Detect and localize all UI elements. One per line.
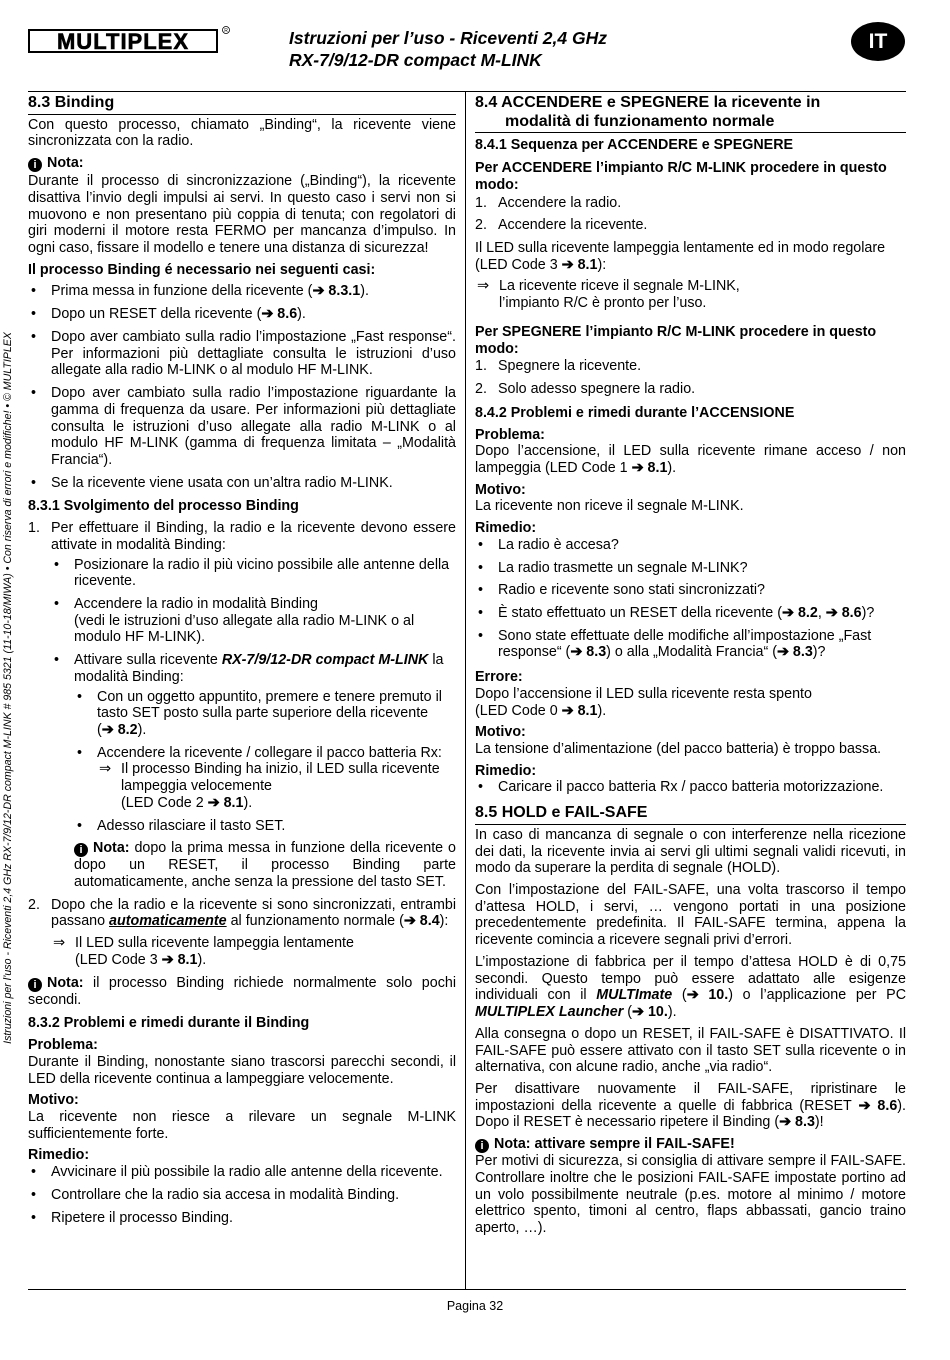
list-item: • Posizionare la radio il più vicino possibile alle antenne della ricevente. [51, 557, 456, 590]
info-icon: i [475, 1139, 489, 1153]
paragraph: Alla consegna o dopo un RESET, il FAIL-SAFE è DISATTIVATO. Il FAIL-SAFE può essere attivato con il tasto SET sulla ricevente o in alternativa, con alcune radio, anche „via radio“. [475, 1025, 906, 1076]
list-item: • Controllare che la radio sia accesa in modalità Binding. [28, 1187, 456, 1204]
note-failsafe-text: Per motivi di sicurezza, si consiglia di attivare sempre il FAIL-SAFE. Controllare inoltre che le posizioni FAIL-SAFE impostate portino ad un volo possibilmente neutrale (p.es. motore al minimo / motore elettrico spento, timoni al centro, flaps abbassati, gancio traino aperto, …). [475, 1153, 906, 1236]
svg-text:R: R [224, 28, 228, 34]
binding-steps [28, 520, 456, 969]
section-8-4-1-title: 8.4.1 Sequenza per ACCENDERE e SPEGNERE [475, 137, 794, 154]
paragraph: Per disattivare nuovamente il FAIL-SAFE, ripristinare le impostazioni della ricevente a quelle di fabbrica (RESET ➔ 8.6). Dopo il RESET è necessario ripetere il Binding (➔ 8.3)! [475, 1080, 906, 1131]
section-8-3-title: 8.3 Binding [28, 94, 456, 115]
section-8-3-1-title: 8.3.1 Svolgimento del processo Binding [28, 498, 299, 515]
list-item: • Dopo un RESET della ricevente (➔ 8.6). [28, 306, 456, 323]
errore-label: Errore: [475, 669, 523, 686]
sidebar-imprint: Istruzioni per l’uso - Riceventi 2,4 GHz RX-7/9/12-DR compact M-LINK # 985 5321 (11-10-18/MIWA) • Con riserva di errori e modifiche! • © MULTIPLEX [2, 332, 14, 1044]
arrow-right-icon: ➔ [403, 913, 420, 930]
problem-label: Problema: [475, 426, 545, 443]
list-item: • Dopo aver cambiato sulla radio l’impostazione „Fast response“. Per informazioni più dettagliate consulta le istruzioni d’uso allegate alla radio M-LINK o al modulo HF M-LINK. [28, 329, 456, 379]
arrow-right-icon: ➔ [779, 1114, 796, 1131]
arrow-right-icon: ➔ [686, 987, 709, 1004]
title-line-2: RX-7/9/12-DR compact M-LINK [289, 50, 542, 71]
paragraph: Con l’impostazione del FAIL-SAFE, una volta trascorso il tempo d’attesa HOLD, i servi, … vengono portati in una posizione precedentemente predefinita. Il FAIL-SAFE termina, appena la ricevente comincia a ricevere segnali privi d’errori. [475, 882, 906, 949]
rimedio-label: Rimedio: [475, 520, 537, 537]
multiplex-logo [28, 25, 233, 57]
motivo-label: Motivo: [28, 1092, 79, 1109]
paragraph: In caso di mancanza di segnale o con interferenze nella ricezione dei dati, la ricevente invia ai servi gli ultimi segnali validi ricevuti, in modo da superare la perdita di segnale (HOLD). [475, 826, 906, 877]
implies-icon: ⇒ [53, 935, 65, 952]
off-title: Per SPEGNERE l’impianto R/C M-LINK procedere in questo modo: [475, 323, 877, 357]
list-item: • La radio trasmette un segnale M-LINK? [475, 560, 906, 577]
problem-text: Dopo l’accensione, il LED sulla ricevente rimane acceso / non lampeggia (LED Code 1 ➔ 8.1). [475, 443, 906, 476]
arrow-right-icon: ➔ [261, 306, 278, 323]
left-column [28, 94, 456, 1232]
section-8-5-title: 8.5 HOLD e FAIL-SAFE [475, 804, 906, 825]
motivo-text: La tensione d’alimentazione (del pacco batteria) è troppo bassa. [475, 741, 882, 757]
rimedio-label: Rimedio: [28, 1147, 90, 1164]
list-item: • Adesso rilasciare il tasto SET. [74, 818, 456, 835]
note-heading: i Nota: [28, 155, 456, 172]
arrow-right-icon: ➔ [161, 951, 178, 968]
list-item: 1. Spegnere la ricevente. [475, 358, 642, 375]
paragraph: L’impostazione di fabbrica per il tempo d’attesa HOLD è di 0,75 secondi. Questo tempo può essere adattato alle esigenze individuali con il MULTImate (➔ 10.) o l’applicazione per PC MULTIPLEX Launcher (➔ 10.). [475, 953, 907, 1021]
problem-text: Durante il Binding, nonostante siano trascorsi parecchi secondi, il LED della ricevente continua a lampeggiare velocemente. [28, 1053, 456, 1087]
list-item: • È stato effettuato un RESET della ricevente (➔ 8.2, ➔ 8.6)? [475, 605, 906, 622]
implication: ⇒ Il LED sulla ricevente lampeggia lentamente (LED Code 3 ➔ 8.1). [53, 935, 354, 968]
rimedio-list [475, 537, 906, 661]
cases-title: Il processo Binding é necessario nei seguenti casi: [28, 261, 376, 278]
list-item: • Attivare sulla ricevente RX-7/9/12-DR compact M-LINK la modalità Binding: • Con un oggetto appuntito, premere e tenere premuto il tasto SET posto sulla parte superiore della ricevente (➔ 8.2). • Accendere la ricevente / collegare il pacco batteria Rx: ⇒ Il processo Binding ha inizio, il LED sulla ricevente lampeggia velocemente (LED Code 2 ➔ 8.1). • Adesso rilasciare il tasto SET. i Nota: dopo la prima messa in funzione della ricevente o dopo un RESET, il processo Binding parte automaticamente, anche senza la pressione del tasto SET. [51, 652, 456, 891]
header-rule [28, 91, 906, 92]
motivo-text: La ricevente non riesce a rilevare un segnale M-LINK sufficientemente forte. [28, 1108, 456, 1142]
section-8-4-title: 8.4 ACCENDERE e SPEGNERE la ricevente in modalità di funzionamento normale [475, 94, 906, 133]
list-item: • La radio è accesa? [475, 537, 906, 554]
problem-label: Problema: [28, 1037, 98, 1054]
svg-text:MULTIPLEX: MULTIPLEX [56, 29, 190, 54]
implies-icon: ⇒ [99, 761, 111, 778]
list-item: 1. Accendere la radio. [475, 194, 622, 211]
document-title [289, 27, 809, 71]
step-2: 2. Dopo che la radio e la ricevente si sono sincronizzati, entrambi passano automaticamente al funzionamento normale (➔ 8.4): ⇒ Il LED sulla ricevente lampeggia lentamente (LED Code 3 ➔ 8.1). [28, 896, 456, 968]
motivo-label: Motivo: [475, 481, 526, 498]
list-item: 2. Solo adesso spegnere la radio. [475, 381, 696, 398]
list-item: • Dopo aver cambiato sulla radio l’impostazione riguardante la gamma di frequenza da usare. Per informazioni più dettagliate consulta le istruzioni d’uso allegate alla radio M-LINK o al modulo HF M-LINK (gamma di frequenza limitata – „Modalità Francia“). [28, 385, 456, 469]
list-item: 2. Accendere la ricevente. [475, 217, 648, 234]
arrow-right-icon: ➔ [101, 722, 118, 738]
list-item: • Con un oggetto appuntito, premere e tenere premuto il tasto SET posto sulla parte superiore della ricevente (➔ 8.2). [74, 689, 456, 739]
implication: ⇒ La ricevente riceve il segnale M-LINK, l’impianto R/C è pronto per l’uso. [477, 278, 740, 312]
motivo-label: Motivo: [475, 724, 526, 741]
arrow-right-icon: ➔ [561, 702, 578, 719]
section-8-3-intro: Con questo processo, chiamato „Binding“, la ricevente viene sincronizzata con la radio. [28, 116, 456, 150]
arrow-right-icon: ➔ [570, 644, 587, 661]
arrow-right-icon: ➔ [207, 794, 224, 811]
errore-text: Dopo l’accensione il LED sulla ricevente resta spento (LED Code 0 ➔ 8.1). [475, 685, 812, 719]
note-3: i Nota: il processo Binding richiede normalmente solo pochi secondi. [28, 974, 456, 1008]
arrow-right-icon: ➔ [776, 644, 793, 661]
list-item: • Se la ricevente viene usata con un’altra radio M-LINK. [28, 475, 456, 492]
activate-sublist [74, 689, 456, 835]
column-divider [465, 91, 466, 1289]
step-1: 1. Per effettuare il Binding, la radio e la ricevente devono essere attivate in modalità Binding: • Posizionare la radio il più vicino possibile alle antenne della ricevente. • Accendere la radio in modalità Binding (vedi le istruzioni d’uso allegate alla radio M-LINK o al modulo HF M-LINK). • Attivare sulla ricevente RX-7/9/12-DR compact M-LINK la modalità Binding: • Con un oggetto appuntito, premere e tenere premuto il tasto SET posto sulla parte superiore della ricevente (➔ 8.2). • Accendere la ricevente / collegare il pacco batteria Rx: ⇒ Il processo Binding ha inizio, il LED sulla ricevente lampeggia velocemente (LED Code 2 ➔ 8.1). • Adesso rilasciare il tasto SET. i Nota: dopo la prima messa in funzione della ricevente o dopo un RESET, il processo Binding parte automaticamente, anche senza la pressione del tasto SET. [28, 520, 456, 891]
arrow-right-icon: ➔ [858, 1097, 878, 1114]
arrow-right-icon: ➔ [312, 283, 329, 300]
list-item: • Radio e ricevente sono stati sincronizzati? [475, 582, 906, 599]
right-column [475, 94, 906, 1242]
rimedio-label: Rimedio: [475, 762, 537, 779]
rimedio-list [28, 1164, 456, 1226]
arrow-right-icon: ➔ [781, 604, 798, 621]
arrow-right-icon: ➔ [561, 256, 578, 273]
list-item: • Accendere la ricevente / collegare il pacco batteria Rx: ⇒ Il processo Binding ha inizio, il LED sulla ricevente lampeggia velocemente (LED Code 2 ➔ 8.1). [74, 745, 456, 812]
step-1-sublist [51, 557, 456, 891]
on-led-text: Il LED sulla ricevente lampeggia lentamente ed in modo regolare (LED Code 3 ➔ 8.1): [475, 240, 886, 273]
section-8-3-2-title: 8.3.2 Problemi e rimedi durante il Binding [28, 1015, 310, 1032]
on-title: Per ACCENDERE l’impianto R/C M-LINK procedere in questo modo: [475, 160, 887, 193]
arrow-right-icon: ➔ [632, 1004, 648, 1021]
section-8-4-2-title: 8.4.2 Problemi e rimedi durante l’ACCENSIONE [475, 404, 795, 421]
arrow-right-icon: ➔ [825, 604, 842, 621]
rimedio-list [475, 779, 906, 796]
on-steps [475, 195, 906, 234]
title-line-1: Istruzioni per l’uso - Riceventi 2,4 GHz [289, 28, 607, 48]
page-number: Pagina 32 [446, 1299, 504, 1313]
note-2: i Nota: dopo la prima messa in funzione della ricevente o dopo un RESET, il processo Binding parte automaticamente, anche senza la pressione del tasto SET. [74, 840, 456, 891]
list-item: • Accendere la radio in modalità Binding (vedi le istruzioni d’uso allegate alla radio M-LINK o al modulo HF M-LINK). [51, 596, 456, 646]
info-icon: i [28, 978, 42, 992]
list-item: • Sono state effettuate delle modifiche all’impostazione „Fast response“ (➔ 8.3) o alla „Modalità Francia“ (➔ 8.3)? [475, 628, 906, 661]
implication: ⇒ Il processo Binding ha inizio, il LED sulla ricevente lampeggia velocemente (LED Code 2 ➔ 8.1). [99, 761, 440, 811]
footer-rule [28, 1289, 906, 1290]
motivo-text: La ricevente non riceve il segnale M-LINK. [475, 498, 744, 515]
language-badge: IT [851, 22, 905, 61]
info-icon: i [28, 158, 42, 172]
arrow-right-icon: ➔ [631, 459, 648, 476]
cases-list [28, 283, 456, 491]
list-item: • Prima messa in funzione della ricevente (➔ 8.3.1). [28, 283, 456, 300]
implies-icon: ⇒ [477, 278, 489, 295]
list-item: • Ripetere il processo Binding. [28, 1210, 456, 1227]
note-failsafe-heading: i Nota: attivare sempre il FAIL-SAFE! [475, 1136, 906, 1153]
note-text: Durante il processo di sincronizzazione („Binding“), la ricevente disattiva l’invio degli impulsi ai servi. In questo caso i servi non si muovono e non presentano più coppia di tenuta; con regolatori di giri moderni il motore resta FERMO per mancanza d’impulso. In ogni caso, fissare il modello e tenere una distanza di sicurezza! [28, 173, 456, 257]
off-steps [475, 358, 906, 397]
info-icon: i [74, 843, 88, 857]
list-item: • Avvicinare il più possibile la radio alle antenne della ricevente. [28, 1164, 456, 1181]
list-item: • Caricare il pacco batteria Rx / pacco batteria motorizzazione. [475, 779, 906, 796]
